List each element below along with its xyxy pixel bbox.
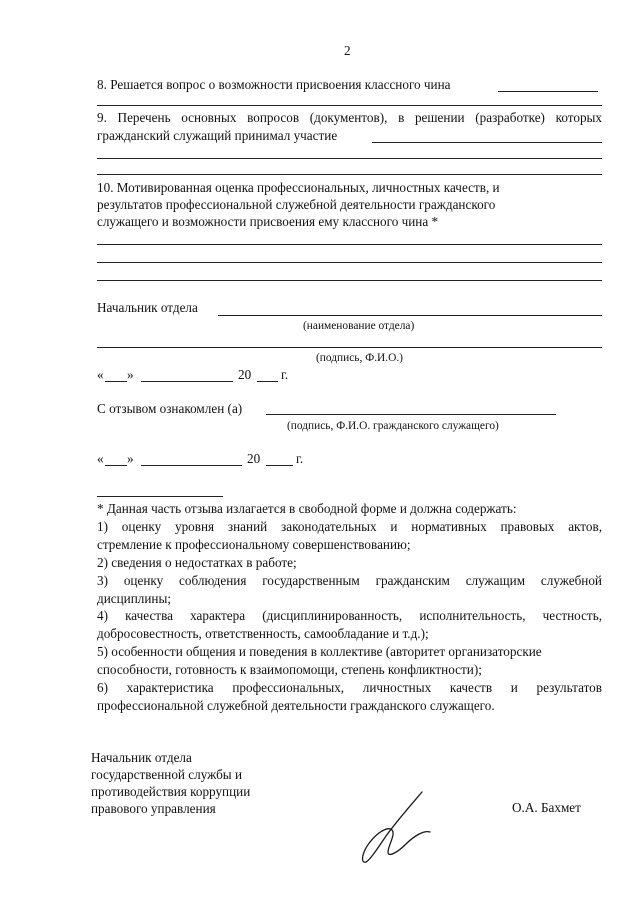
item9-line2: гражданский служащий принимал участие: [97, 128, 338, 143]
footnote-separator: [97, 496, 223, 497]
item10-line1: 10. Мотивированная оценка профессиональных, личностных качеств, и: [97, 180, 500, 195]
chief-sign-caption: (подпись, Ф.И.О.): [316, 352, 403, 364]
item9-blank: [372, 142, 602, 143]
review-date-day-line: [105, 465, 127, 466]
review-label: С отзывом ознакомлен (а): [97, 401, 243, 416]
chief-date-open: «: [97, 367, 104, 382]
item8-text: 8. Решается вопрос о возможности присвоения классного чина: [97, 77, 451, 92]
page-number: 2: [344, 43, 351, 58]
chief-date-year-prefix: 20: [238, 367, 252, 382]
footnote-p5-line2: способности, готовность к взаимопомощи, степень конфликтности);: [97, 662, 482, 677]
item10-line-a: [97, 244, 602, 245]
review-date-year-line: [266, 465, 293, 466]
footnote-p3-line2: дисциплины;: [97, 591, 172, 606]
review-caption: (подпись, Ф.И.О. гражданского служащего): [287, 420, 499, 432]
review-date-open: «: [97, 451, 104, 466]
chief-date-year-line: [257, 381, 278, 382]
chief-date-month-line: [141, 381, 233, 382]
signatory-name: О.А. Бахмет: [512, 800, 581, 815]
handwritten-signature: [358, 786, 438, 866]
item8-blank: [498, 91, 598, 92]
item9-line-a: [97, 158, 602, 159]
footnote-p6-line2: профессиональной служебной деятельности гражданского служащего.: [97, 698, 495, 713]
chief-dept-line: [218, 315, 602, 316]
footnote-p2: 2) сведения о недостатках в работе;: [97, 555, 297, 570]
chief-label: Начальник отдела: [97, 300, 198, 315]
item10-line-c: [97, 280, 602, 281]
footnote-p1-line1: 1) оценку уровня знаний законодательных и нормативных правовых актов,: [97, 519, 602, 534]
chief-date-close: »: [127, 367, 134, 382]
footnote-p4-line1: 4) качества характера (дисциплинированность, исполнительность, честность,: [97, 608, 602, 623]
review-date-close: »: [127, 451, 134, 466]
footnote-p1-line2: стремление к профессиональному совершенствованию;: [97, 537, 411, 552]
signatory-line1: Начальник отдела: [91, 750, 192, 765]
chief-date-year-suffix: г.: [281, 367, 289, 382]
review-date-year-suffix: г.: [296, 451, 304, 466]
item9-line-b: [97, 174, 602, 175]
chief-sign-line: [97, 347, 602, 348]
item8-line: [97, 105, 602, 106]
chief-dept-caption: (наименование отдела): [303, 320, 415, 332]
review-date-month-line: [141, 465, 242, 466]
item10-line3: служащего и возможности присвоения ему классного чина *: [97, 214, 439, 229]
item10-line-b: [97, 262, 602, 263]
review-sign-line: [266, 414, 556, 415]
item9-line1: 9. Перечень основных вопросов (документов), в решении (разработке) которых: [97, 110, 602, 125]
footnote-p4-line2: добросовестность, ответственность, самообладание и т.д.);: [97, 626, 429, 641]
signatory-line3: противодействия коррупции: [91, 784, 251, 799]
footnote-p5-line1: 5) особенности общения и поведения в коллективе (авторитет организаторские: [97, 644, 542, 659]
signatory-line2: государственной службы и: [91, 767, 242, 782]
signatory-line4: правового управления: [91, 801, 216, 816]
footnote-intro: * Данная часть отзыва излагается в свободной форме и должна содержать:: [97, 501, 517, 516]
footnote-p6-line1: 6) характеристика профессиональных, личностных качеств и результатов: [97, 680, 602, 695]
chief-date-day-line: [105, 381, 127, 382]
item10-line2: результатов профессиональной служебной деятельности гражданского: [97, 197, 496, 212]
footnote-p3-line1: 3) оценку соблюдения государственным гражданским служащим служебной: [97, 573, 602, 588]
review-date-year-prefix: 20: [247, 451, 261, 466]
